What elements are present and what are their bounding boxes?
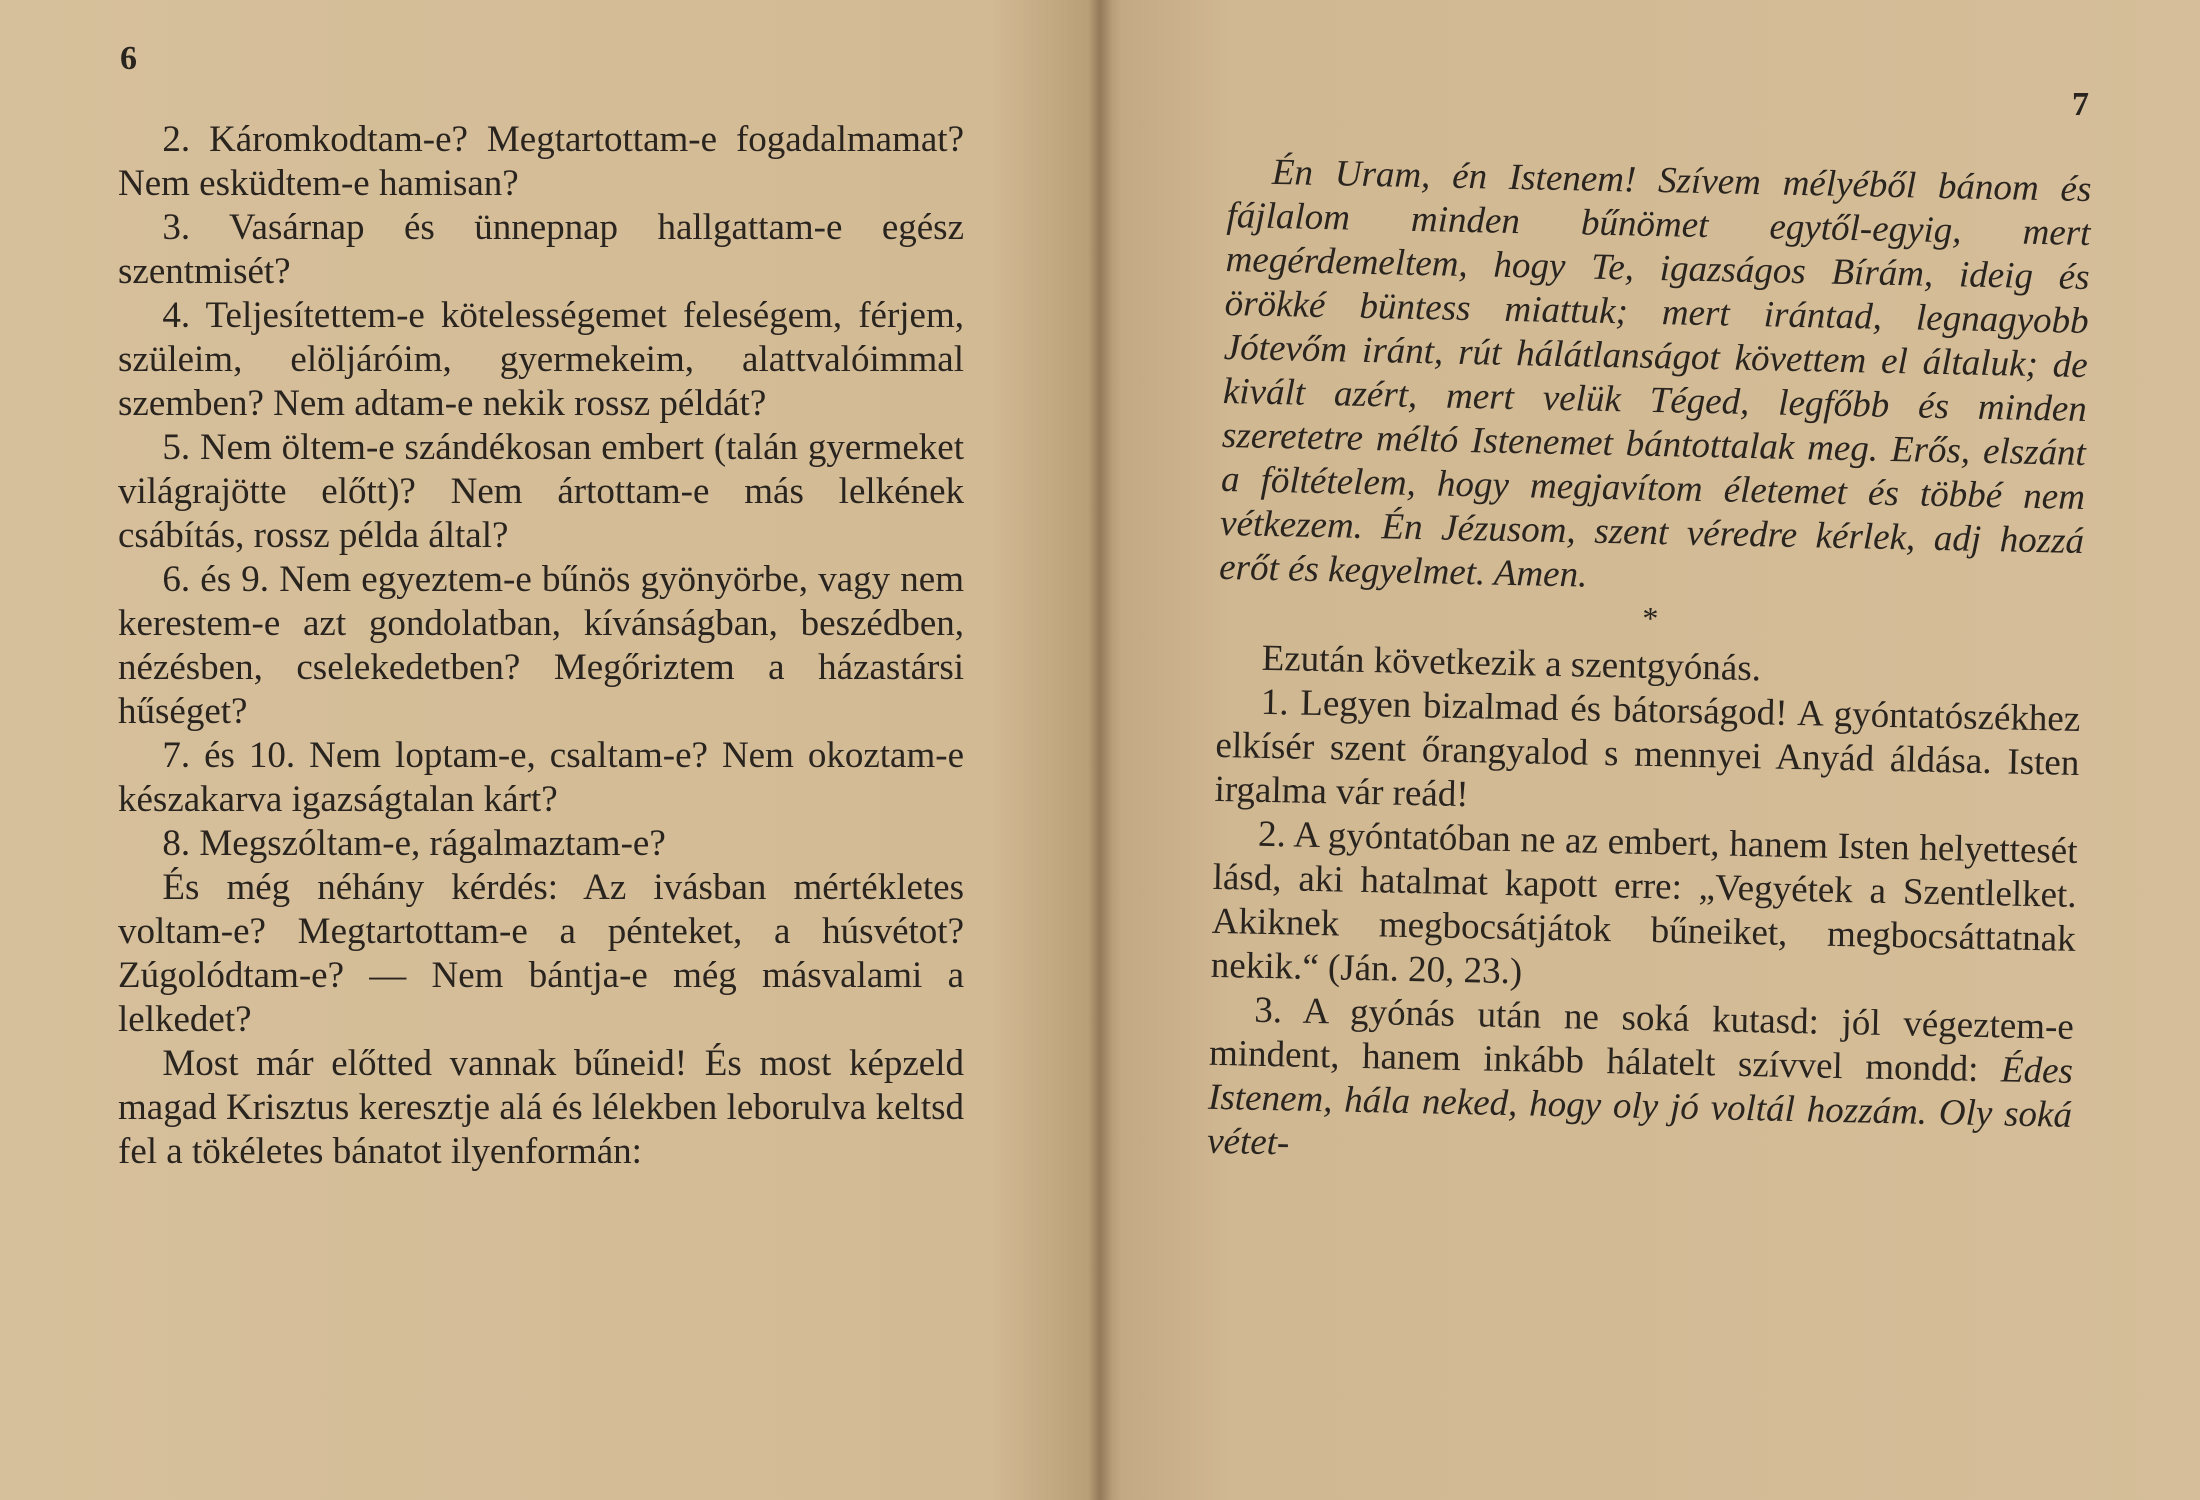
paragraph: 8. Megszóltam-e, rágalmaztam-e?: [162, 823, 666, 864]
paragraph: Ezután következik a szentgyónás.: [1261, 637, 1762, 690]
paragraph-italic: Édes Istenem, hála neked, hogy oly jó voltál hozzám. Oly soká vétet-: [1206, 1049, 2074, 1164]
left-page-text: [118, 118, 964, 1174]
paragraph: 7. és 10. Nem loptam-e, csaltam-e? Nem okoztam-e készakarva igazságtalan kárt?: [118, 735, 964, 820]
contrition-prayer: [1219, 150, 2092, 608]
paragraph: 2. A gyóntatóban ne az embert, hanem Isten helyettesét lásd, aki hatalmat kapott erre: „Vegyétek a Szentlelket. Akiknek megbocsátjátok bűneiket, megbocsáttatnak nekik.“ (Ján. 20, 23.): [1210, 813, 2078, 993]
page-number-left: 6: [120, 40, 137, 77]
paragraph: 2. Káromkodtam-e? Megtartottam-e fogadalmamat? Nem esküdtem-e hamisan?: [118, 119, 964, 204]
paragraph: 5. Nem öltem-e szándékosan embert (talán gyermeket világrajötte előtt)? Nem ártottam-e más lelkének csábítás, rossz példa által?: [118, 427, 964, 556]
paragraph: 4. Teljesítettem-e kötelességemet feleségem, férjem, szüleim, elöljáróim, gyermekeim, alattvalóimmal szemben? Nem adtam-e nekik rossz példát?: [118, 295, 964, 424]
left-page: [0, 0, 1090, 1500]
book-gutter: [1088, 0, 1112, 1500]
section-separator: *: [1641, 599, 1659, 637]
prayer-text: Én Uram, én Istenem! Szívem mélyéből bánom és fájlalom minden bűnömet egytől-egyig, mert megérdemeltem, hogy Te, igazságos Bírám, ideig és örökké büntess miattuk; mert irántad, legnagyobb Jótevőm iránt, rút hálátlanságot követtem el általuk; de kivált azért, mert velük Téged, legfőbb és minden szeretetre méltó Istenemet bántottalak meg. Erős, elszánt a föltételem, hogy megjavítom életemet és többé nem vétkezem. Én Jézusom, szent véredre kérlek, adj hozzá erőt és kegyelmet. Amen.: [1218, 151, 2092, 596]
paragraph-start: 3. A gyónás után ne soká kutasd: jól végeztem-e mindent, hanem inkább hálatelt szívvel mondd:: [1208, 989, 2075, 1091]
paragraph: [1207, 988, 2074, 1182]
right-page-text: [1207, 150, 2092, 1182]
paragraph: 3. Vasárnap és ünnepnap hallgattam-e egész szentmisét?: [118, 207, 964, 292]
paragraph: Most már előtted vannak bűneid! És most képzeld magad Krisztus keresztje alá és lélekben leborulva keltsd fel a tökéletes bánatot ilyenformán:: [118, 1043, 964, 1172]
paragraph: És még néhány kérdés: Az ivásban mértékletes voltam-e? Megtartottam-e a pénteket, a húsvétot? Zúgolódtam-e? — Nem bántja-e még másvalami a lelkedet?: [118, 867, 964, 1040]
right-page: [1110, 0, 2200, 1500]
paragraph: 6. és 9. Nem egyeztem-e bűnös gyönyörbe, vagy nem kerestem-e azt gondolatban, kívánságban, beszédben, nézésben, cselekedetben? Megőriztem a házastársi hűséget?: [118, 559, 964, 732]
page-number-right: 7: [2072, 86, 2089, 123]
paragraph: 1. Legyen bizalmad és bátorságod! A gyóntatószékhez elkísér szent őrangyalod s mennyei Anyád áldása. Isten irgalma vár reád!: [1214, 681, 2081, 816]
